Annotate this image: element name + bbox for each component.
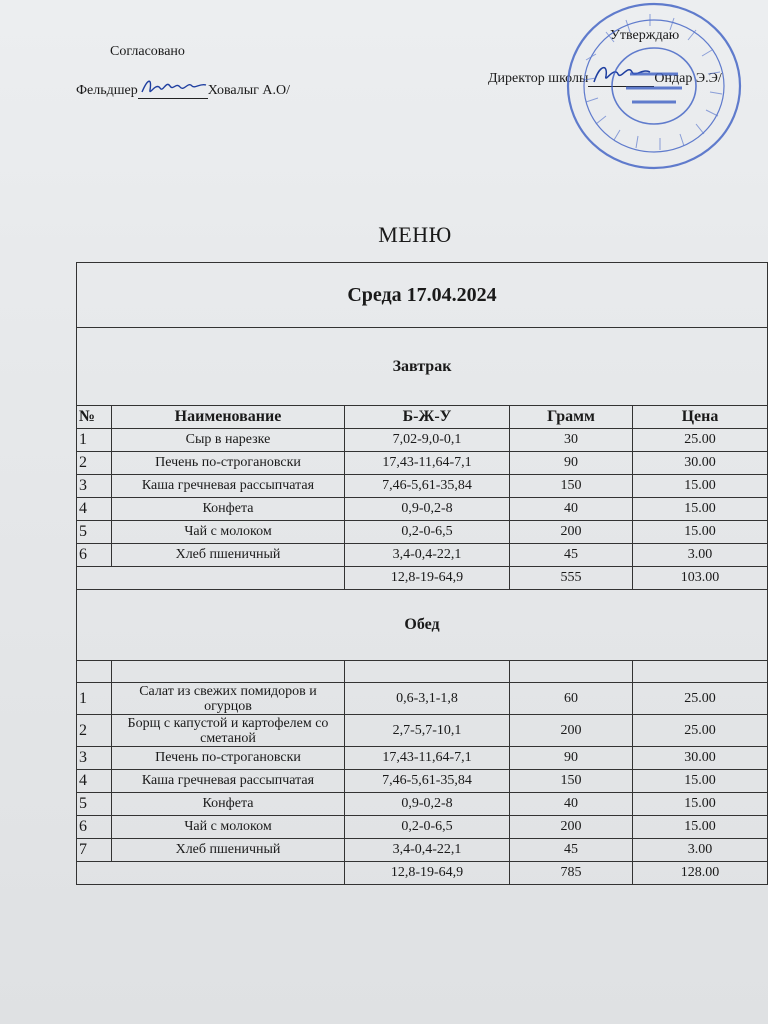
total-label-empty (77, 567, 345, 590)
lunch-total-row (77, 862, 768, 885)
dish-name: Конфета (112, 793, 345, 816)
dish-price: 25.00 (633, 715, 768, 747)
dish-gram: 40 (510, 793, 633, 816)
dish-price: 15.00 (633, 816, 768, 839)
dish-name: Салат из свежих помидоров и огурцов (112, 683, 345, 715)
dish-price: 15.00 (633, 475, 768, 498)
dish-bzu: 0,6-3,1-1,8 (345, 683, 510, 715)
day-heading: Среда 17.04.2024 (77, 263, 768, 328)
dish-bzu: 3,4-0,4-22,1 (345, 544, 510, 567)
table-row (77, 839, 768, 862)
dish-price: 30.00 (633, 747, 768, 770)
table-row (77, 683, 768, 715)
dish-name: Сыр в нарезке (112, 429, 345, 452)
table-row (77, 816, 768, 839)
dish-bzu: 0,9-0,2-8 (345, 793, 510, 816)
row-number: 6 (77, 816, 112, 839)
lunch-heading: Обед (77, 590, 768, 661)
row-number: 4 (77, 498, 112, 521)
breakfast-heading: Завтрак (77, 328, 768, 406)
table-row (77, 475, 768, 498)
dish-gram: 90 (510, 747, 633, 770)
medic-signature-line (76, 80, 290, 99)
dish-price: 30.00 (633, 452, 768, 475)
dish-name: Печень по-строгановски (112, 452, 345, 475)
dish-name: Хлеб пшеничный (112, 839, 345, 862)
table-row (77, 770, 768, 793)
row-number: 2 (77, 452, 112, 475)
medic-title: Фельдшер (76, 83, 138, 98)
dish-name: Конфета (112, 498, 345, 521)
total-price: 103.00 (633, 567, 768, 590)
dish-price: 15.00 (633, 793, 768, 816)
dish-name: Печень по-строгановски (112, 747, 345, 770)
row-number: 6 (77, 544, 112, 567)
dish-name: Каша гречневая рассыпчатая (112, 770, 345, 793)
table-row (77, 452, 768, 475)
dish-price: 25.00 (633, 429, 768, 452)
row-number: 2 (77, 715, 112, 747)
dish-name: Чай с молоком (112, 521, 345, 544)
total-gram: 785 (510, 862, 633, 885)
total-gram: 555 (510, 567, 633, 590)
medic-name: Ховалыг А.О/ (207, 83, 291, 98)
table-row (77, 715, 768, 747)
dish-bzu: 3,4-0,4-22,1 (345, 839, 510, 862)
total-bzu: 12,8-19-64,9 (345, 862, 510, 885)
round-school-stamp-icon (556, 0, 746, 180)
breakfast-total-row (77, 567, 768, 590)
dish-name: Борщ с капустой и картофелем со сметаной (112, 715, 345, 747)
dish-price: 15.00 (633, 498, 768, 521)
column-header-name: Наименование (112, 406, 345, 429)
dish-gram: 150 (510, 475, 633, 498)
table-row (77, 747, 768, 770)
dish-gram: 30 (510, 429, 633, 452)
dish-gram: 150 (510, 770, 633, 793)
dish-gram: 60 (510, 683, 633, 715)
dish-bzu: 17,43-11,64-7,1 (345, 747, 510, 770)
menu-table (76, 262, 768, 885)
dish-bzu: 0,9-0,2-8 (345, 498, 510, 521)
row-number: 3 (77, 475, 112, 498)
dish-name: Каша гречневая рассыпчатая (112, 475, 345, 498)
dish-bzu: 7,46-5,61-35,84 (345, 475, 510, 498)
dish-gram: 40 (510, 498, 633, 521)
table-row (77, 498, 768, 521)
dish-bzu: 0,2-0-6,5 (345, 816, 510, 839)
dish-name: Хлеб пшеничный (112, 544, 345, 567)
dish-gram: 45 (510, 544, 633, 567)
table-row (77, 793, 768, 816)
dish-price: 3.00 (633, 839, 768, 862)
dish-bzu: 7,02-9,0-0,1 (345, 429, 510, 452)
agreed-label: Согласовано (110, 44, 185, 59)
dish-bzu: 0,2-0-6,5 (345, 521, 510, 544)
dish-gram: 200 (510, 715, 633, 747)
table-row (77, 544, 768, 567)
dish-price: 25.00 (633, 683, 768, 715)
column-header-gram: Грамм (510, 406, 633, 429)
approve-label: Утверждаю (610, 28, 680, 43)
row-number: 3 (77, 747, 112, 770)
dish-gram: 200 (510, 521, 633, 544)
director-name: Ондар Э.Э/ (654, 71, 722, 86)
dish-price: 15.00 (633, 521, 768, 544)
row-number: 5 (77, 521, 112, 544)
dish-gram: 45 (510, 839, 633, 862)
table-row (77, 429, 768, 452)
dish-gram: 90 (510, 452, 633, 475)
column-header-price: Цена (633, 406, 768, 429)
dish-bzu: 17,43-11,64-7,1 (345, 452, 510, 475)
total-price: 128.00 (633, 862, 768, 885)
total-label-empty (77, 862, 345, 885)
director-title: Директор школы (488, 71, 589, 86)
row-number: 4 (77, 770, 112, 793)
row-number: 7 (77, 839, 112, 862)
row-number: 1 (77, 429, 112, 452)
table-header-row (77, 406, 768, 429)
menu-title: МЕНЮ (378, 222, 452, 247)
empty-row (77, 661, 768, 683)
dish-name: Чай с молоком (112, 816, 345, 839)
dish-gram: 200 (510, 816, 633, 839)
table-row (77, 521, 768, 544)
column-header-no: № (77, 406, 112, 429)
dish-price: 3.00 (633, 544, 768, 567)
column-header-bzu: Б-Ж-У (345, 406, 510, 429)
total-bzu: 12,8-19-64,9 (345, 567, 510, 590)
row-number: 5 (77, 793, 112, 816)
dish-bzu: 7,46-5,61-35,84 (345, 770, 510, 793)
medic-signature-icon (138, 80, 208, 99)
dish-price: 15.00 (633, 770, 768, 793)
row-number: 1 (77, 683, 112, 715)
dish-bzu: 2,7-5,7-10,1 (345, 715, 510, 747)
